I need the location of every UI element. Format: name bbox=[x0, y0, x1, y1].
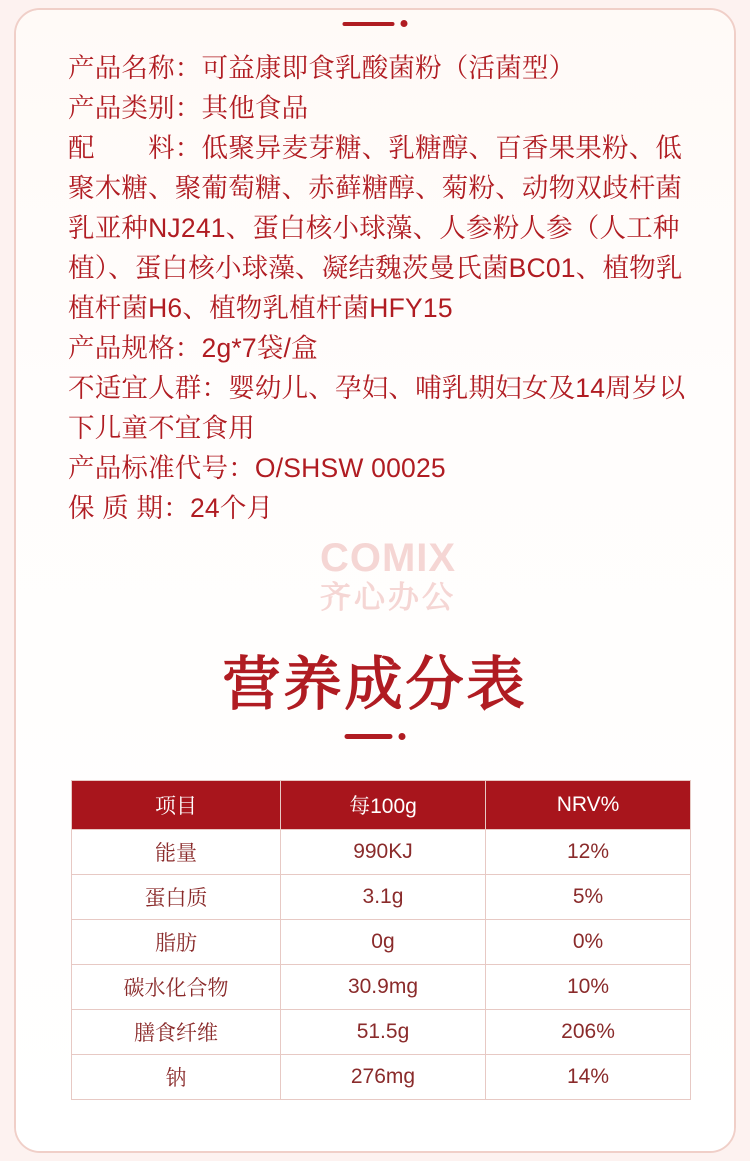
nutrition-facts-table bbox=[71, 780, 691, 1100]
cell-per-100g: 30.9mg bbox=[280, 965, 485, 1010]
nutrition-title: 营养成分表 bbox=[222, 652, 528, 717]
cell-nutrient-name: 钠 bbox=[72, 1055, 281, 1100]
spec-value: 2g*7袋/盒 bbox=[201, 333, 318, 363]
cell-per-100g: 0g bbox=[280, 920, 485, 965]
ornament-dot bbox=[399, 733, 406, 740]
header-nrv: NRV% bbox=[486, 781, 691, 830]
cell-nutrient-name: 蛋白质 bbox=[72, 875, 281, 920]
ornament-bar bbox=[345, 734, 393, 739]
spec-label: 保 质 期： bbox=[68, 493, 190, 523]
table-body bbox=[72, 830, 691, 1100]
title-divider-ornament bbox=[345, 733, 406, 740]
spec-label: 产品标准代号： bbox=[68, 453, 255, 483]
cell-nutrient-name: 脂肪 bbox=[72, 920, 281, 965]
spec-label: 产品规格： bbox=[68, 333, 202, 363]
cell-per-100g: 51.5g bbox=[280, 1010, 485, 1055]
table-row bbox=[72, 965, 691, 1010]
spec-value: 24个月 bbox=[189, 493, 274, 523]
spec-row-standard-code bbox=[68, 448, 693, 488]
cell-per-100g: 276mg bbox=[280, 1055, 485, 1100]
card-content bbox=[16, 10, 734, 1151]
cell-nrv: 10% bbox=[486, 965, 691, 1010]
spec-row-shelf-life bbox=[68, 488, 693, 528]
cell-per-100g: 3.1g bbox=[280, 875, 485, 920]
cell-nutrient-name: 能量 bbox=[72, 830, 281, 875]
spec-value: 可益康即食乳酸菌粉（活菌型） bbox=[201, 53, 576, 83]
header-per-100g: 每100g bbox=[280, 781, 485, 830]
table-row bbox=[72, 920, 691, 965]
spec-label: 配 料： bbox=[68, 133, 202, 163]
spec-row-product-category bbox=[68, 88, 693, 128]
spec-value: 低聚异麦芽糖、乳糖醇、百香果果粉、低聚木糖、聚葡萄糖、赤藓糖醇、菊粉、动物双歧杆菌乳亚种NJ241、蛋白核小球藻、人参粉人参（人工种植）、蛋白核小球藻、凝结魏茨曼氏菌BC01、植物乳植杆菌H6、植物乳植杆菌HFY15 bbox=[68, 133, 683, 323]
table-row bbox=[72, 1010, 691, 1055]
cell-nrv: 206% bbox=[486, 1010, 691, 1055]
table-header-row bbox=[72, 781, 691, 830]
spec-row-product-name bbox=[68, 48, 693, 88]
product-info-card bbox=[14, 8, 736, 1153]
spec-label: 产品类别： bbox=[68, 93, 202, 123]
table-row bbox=[72, 1055, 691, 1100]
cell-nrv: 0% bbox=[486, 920, 691, 965]
header-item: 项目 bbox=[72, 781, 281, 830]
spec-label: 不适宜人群： bbox=[68, 373, 229, 403]
spec-label: 产品名称： bbox=[68, 53, 202, 83]
spec-row-unsuitable-groups bbox=[68, 368, 693, 448]
spec-row-ingredients bbox=[68, 128, 693, 328]
watermark-brand: COMIX bbox=[319, 536, 457, 580]
cell-per-100g: 990KJ bbox=[280, 830, 485, 875]
table-row bbox=[72, 830, 691, 875]
cell-nutrient-name: 膳食纤维 bbox=[72, 1010, 281, 1055]
spec-value: 婴幼儿、孕妇、哺乳期妇女及14周岁以下儿童不宜食用 bbox=[68, 373, 686, 443]
cell-nrv: 12% bbox=[486, 830, 691, 875]
spec-value: 其他食品 bbox=[201, 93, 309, 123]
cell-nrv: 5% bbox=[486, 875, 691, 920]
table-head bbox=[72, 781, 691, 830]
watermark-subtitle: 齐心办公 bbox=[320, 580, 456, 615]
watermark bbox=[278, 538, 498, 616]
table-row bbox=[72, 875, 691, 920]
product-spec-list bbox=[68, 48, 693, 528]
cell-nutrient-name: 碳水化合物 bbox=[72, 965, 281, 1010]
cell-nrv: 14% bbox=[486, 1055, 691, 1100]
spec-value: O/SHSW 00025 bbox=[254, 453, 446, 483]
spec-row-specification bbox=[68, 328, 693, 368]
